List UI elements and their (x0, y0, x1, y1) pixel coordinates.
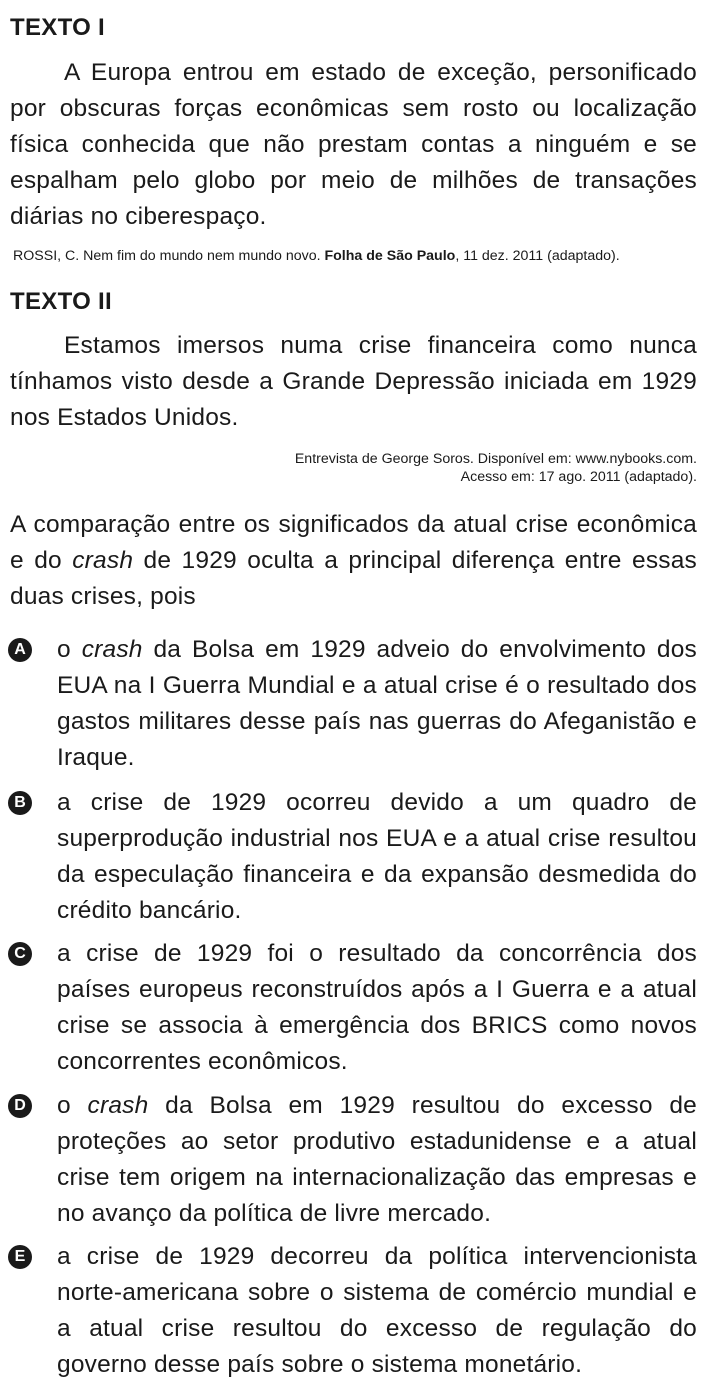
texto-1-source-suffix: , 11 dez. 2011 (adaptado). (455, 248, 620, 264)
question-stem (10, 507, 697, 615)
option-b-text: a crise de 1929 ocorreu devido a um quadro de superprodução industrial nos EUA e a atual crise resultou da especulação financeira e da expansão desmedida do crédito bancário. (57, 789, 697, 924)
option-a-text-italic: crash (81, 636, 143, 663)
option-d-letter-badge: D (8, 1094, 32, 1118)
texto-2-body: Estamos imersos numa crise financeira como nunca tínhamos visto desde a Grande Depressão iniciada em 1929 nos Estados Unidos. (10, 332, 697, 431)
texto-1-body: A Europa entrou em estado de exceção, personificado por obscuras forças econômicas sem rosto ou localização física conhecida que não prestam contas a ninguém e se espalham pelo globo por meio de milhões de transações diárias no ciberespaço. (10, 59, 697, 230)
option-a-text-before: o (57, 636, 82, 663)
option-c-text: a crise de 1929 foi o resultado da concorrência dos países europeus reconstruídos após a I Guerra e a atual crise se associa à emergência dos BRICS como novos concorrentes econômicos. (57, 940, 697, 1075)
texto-1-heading: TEXTO I (10, 14, 106, 41)
option-d-text-after: da Bolsa em 1929 resultou do excesso de proteções ao setor produtivo estadunidense e a atual crise tem origem na internacionalização das empresas e no avanço da política de livre mercado. (57, 1092, 697, 1227)
texto-1-source-prefix: ROSSI, C. Nem fim do mundo nem mundo novo. (13, 248, 325, 264)
option-e-letter-badge: E (8, 1245, 32, 1269)
option-a-text-after: da Bolsa em 1929 adveio do envolvimento dos EUA na I Guerra Mundial e a atual crise é o resultado dos gastos militares desse país nas guerras do Afeganistão e Iraque. (57, 636, 697, 771)
option-d-text (57, 1088, 697, 1232)
option-d-text-italic: crash (87, 1092, 149, 1119)
option-b-letter-badge: B (8, 791, 32, 815)
texto-2-heading: TEXTO II (10, 288, 112, 315)
option-a-text (57, 632, 697, 776)
texto-2-source-line-1: Entrevista de George Soros. Disponível em: www.nybooks.com. (294, 451, 697, 467)
option-e-text: a crise de 1929 decorreu da política intervencionista norte-americana sobre o sistema de comércio mundial e a atual crise resultou do excesso de regulação do governo desse país sobre o sistema monetário. (57, 1243, 697, 1378)
texto-2-source-line-2: Acesso em: 17 ago. 2011 (adaptado). (460, 469, 697, 485)
option-d-text-before: o (57, 1092, 88, 1119)
texto-1-source-publication: Folha de São Paulo (324, 248, 456, 264)
question-stem-part-2: de 1929 oculta a principal diferença entre essas duas crises, pois (10, 547, 697, 610)
texto-1-source (13, 247, 620, 265)
option-a-letter-badge: A (8, 638, 32, 662)
question-stem-italic: crash (72, 547, 134, 574)
option-c-letter-badge: C (8, 942, 32, 966)
question-stem-part-1: A comparação entre os significados da atual crise econômica e do (10, 511, 697, 574)
